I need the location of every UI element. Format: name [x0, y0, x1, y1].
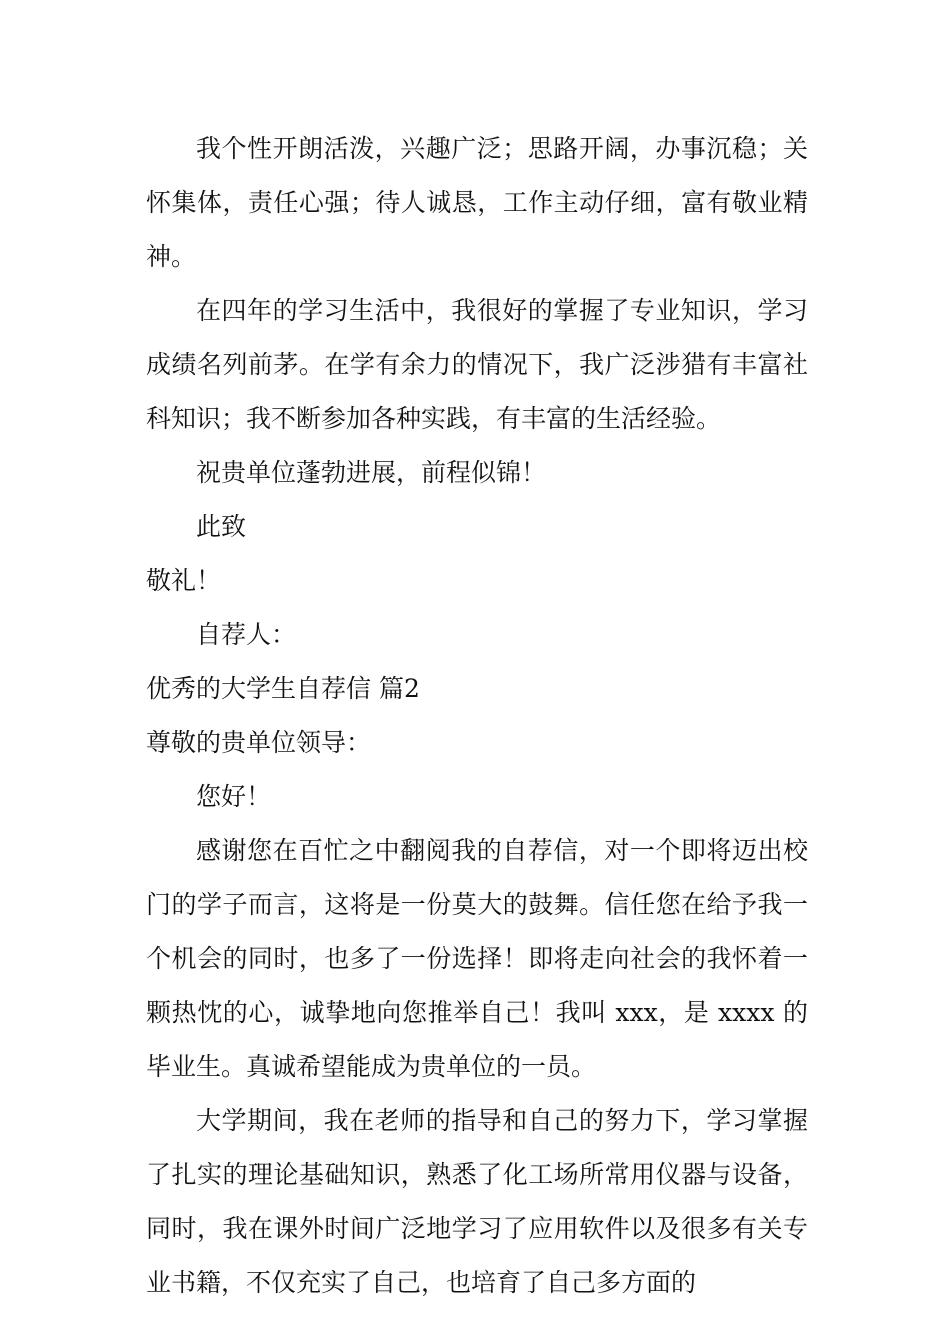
closing-salutation: 此致: [196, 512, 247, 541]
section-heading: 优秀的大学生自荐信 篇2: [146, 674, 420, 703]
document-body: [146, 122, 808, 1310]
paragraph-study-life: 在四年的学习生活中，我很好的掌握了专业知识，学习成绩名列前茅。在学有余力的情况下，我广泛涉猎有丰富社科知识；我不断参加各种实践，有丰富的生活经验。: [146, 296, 808, 433]
closing-regards: 敬礼！: [146, 566, 222, 595]
paragraph-wishes: 祝贵单位蓬勃进展，前程似锦！: [196, 458, 547, 487]
paragraph-thanks: 感谢您在百忙之中翻阅我的自荐信，对一个即将迈出校门的学子而言，这将是一份莫大的鼓舞。信任您在给予我一个机会的同时，也多了一份选择！即将走向社会的我怀着一颗热忱的心，诚挚地向您推举自己！我叫 xxx，是 xxxx 的毕业生。真诚希望能成为贵单位的一员。: [146, 836, 808, 1081]
greeting: 您好！: [196, 782, 272, 811]
signature-label: 自荐人：: [196, 620, 297, 649]
paragraph-university: 大学期间，我在老师的指导和自己的努力下，学习掌握了扎实的理论基础知识，熟悉了化工场所常用仪器与设备，同时，我在课外时间广泛地学习了应用软件以及很多有关专业书籍，不仅充实了自己，也培育了自己多方面的: [146, 1106, 808, 1297]
letter-addressee: 尊敬的贵单位领导：: [146, 728, 372, 757]
paragraph-personality: 我个性开朗活泼，兴趣广泛；思路开阔，办事沉稳；关怀集体，责任心强；待人诚恳，工作主动仔细，富有敬业精神。: [146, 134, 808, 271]
